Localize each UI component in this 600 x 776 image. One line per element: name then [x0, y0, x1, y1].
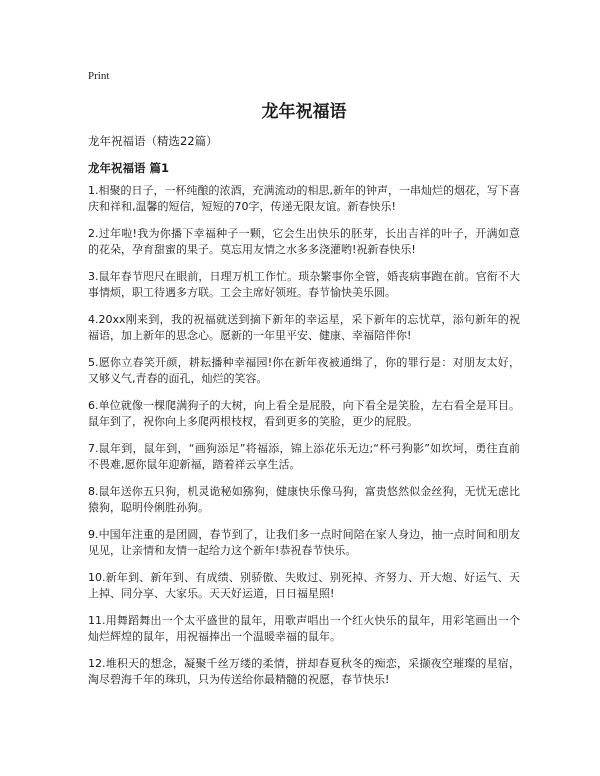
paragraph: 10.新年到、新年到、有成绩、别骄傲、失败过、别死掉、齐努力、开大炮、好运气、天上掉、同分享、大家乐。天天好运道，日日福星照! [88, 571, 520, 600]
paragraph: 2.过年啦!我为你播下幸福种子一颗，它会生出快乐的胚芽，长出吉祥的叶子，开满如意的花朵，孕育甜蜜的果子。莫忘用友情之水多多浇灌哟!祝新春快乐! [88, 227, 520, 256]
paragraph: 9.中国年注重的是团圆，春节到了，让我们多一点时间陪在家人身边，抽一点时间和朋友见见，让亲情和友情一起给力这个新年!恭祝春节快乐。 [88, 528, 520, 557]
paragraph: 11.用舞蹈舞出一个太平盛世的鼠年，用歌声唱出一个红火快乐的鼠年，用彩笔画出一个灿烂辉煌的鼠年，用祝福捧出一个温暖幸福的鼠年。 [88, 614, 520, 643]
document-subtitle: 龙年祝福语（精选22篇） [88, 134, 218, 148]
paragraph: 6.单位就像一棵爬满狗子的大树，向上看全是屁股，向下看全是笑脸，左右看全是耳目。鼠年到了，祝你向上多爬两根枝杈，看到更多的笑脸，更少的屁股。 [88, 399, 520, 428]
paragraph: 4.20xx刚来到，我的祝福就送到摘下新年的幸运星，采下新年的忘忧草，添句新年的祝福语，加上新年的思念心。愿新的一年里平安、健康、幸福陪伴你! [88, 313, 520, 342]
document-page [88, 0, 520, 776]
document-title: 龙年祝福语 [261, 102, 347, 122]
print-label[interactable]: Print [88, 70, 110, 82]
paragraph: 1.相聚的日子，一杯纯酿的浓酒，充满流动的相思,新年的钟声，一串灿烂的烟花，写下喜庆和祥和,温馨的短信，短短的70字，传递无限友谊。新春快乐! [88, 184, 520, 213]
paragraph: 5.愿你立春笑开颜，耕耘播种幸福园!你在新年夜被通缉了，你的罪行是：对朋友太好，又够义气,青春的面孔，灿烂的笑容。 [88, 356, 520, 385]
section-heading: 龙年祝福语 篇1 [88, 161, 170, 175]
paragraph-list [88, 183, 520, 699]
paragraph: 3.鼠年春节咫尺在眼前，日理万机工作忙。琐杂繁事你全管，婚丧病事跑在前。官衔不大事情烦，职工待遇多方联。工会主席好领班。春节愉快美乐圆。 [88, 270, 520, 299]
paragraph: 12.堆积天的想念，凝聚千丝万缕的柔情，拼却春夏秋冬的痴恋，采撷夜空璀璨的星宿，淘尽碧海千年的珠玑，只为传送给你最精髓的祝愿，春节快乐! [88, 657, 520, 686]
paragraph: 8.鼠年送你五只狗，机灵诡秘如猕狗，健康快乐像马狗，富贵悠然似金丝狗，无忧无虑比猿狗，聪明伶俐胜孙狗。 [88, 485, 520, 514]
paragraph: 7.鼠年到，鼠年到，“画狗添足”将福添，锦上添花乐无边;“杯弓狗影”如坎坷，勇往直前不畏难,愿你鼠年迎新福，踏着祥云享生活。 [88, 442, 520, 471]
